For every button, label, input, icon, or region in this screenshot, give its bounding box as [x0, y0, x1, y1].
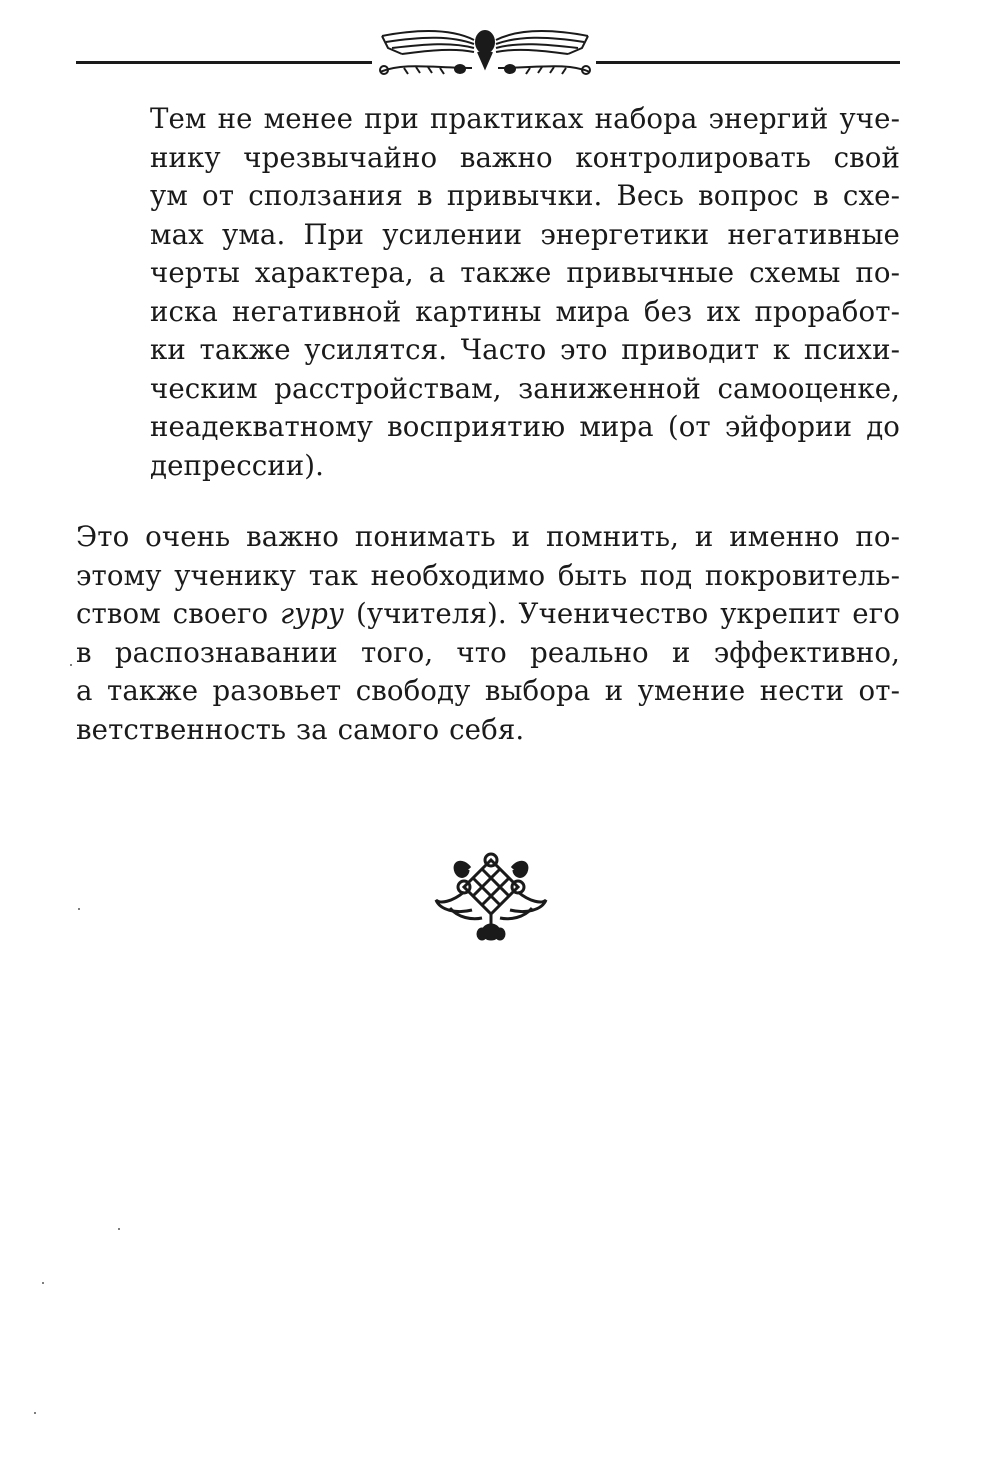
text-line: в распознавании того, что реально и эффективно, [76, 635, 900, 669]
header-rule-right [596, 61, 900, 64]
indented-paragraph [150, 100, 900, 485]
text-line: этому ученику так необходимо быть под покровитель- [76, 558, 900, 592]
scan-speck [42, 1282, 44, 1284]
text-line: черты характера, а также привычные схемы по- [150, 256, 900, 289]
main-paragraph [76, 518, 900, 749]
text-line: Тем не менее при практиках набора энергий уче- [150, 102, 900, 135]
text-line: а также разовьет свободу выбора и умение нести от- [76, 674, 900, 707]
header-rule-left [76, 61, 372, 64]
text-segment: ством своего [76, 597, 269, 630]
endless-knot-icon [432, 852, 550, 944]
winged-disk-icon [374, 22, 596, 82]
scan-speck [78, 908, 80, 910]
text-line: нику чрезвычайно важно контролировать свой [150, 140, 900, 174]
text-line: неадекватному восприятию мира (от эйфории до [150, 410, 900, 443]
italic-term: гуру [280, 597, 345, 630]
text-line: иска негативной картины мира без их проработ- [150, 294, 900, 328]
text-segment: (учителя). Ученичество укрепит его [356, 597, 900, 630]
text-line-with-italic [76, 595, 900, 634]
scan-speck [118, 1228, 120, 1230]
text-line: депрессии). [150, 448, 325, 482]
text-line: ум от сползания в привычки. Весь вопрос в схе- [150, 179, 900, 212]
text-line: ческим расстройствам, заниженной самооценке, [150, 371, 900, 405]
text-line: ветственность за самого себя. [76, 712, 525, 746]
scan-speck [70, 664, 72, 666]
text-line: мах ума. При усилении энергетики негативные [150, 217, 900, 251]
scan-speck [34, 1412, 36, 1414]
text-line: ки также усилятся. Часто это приводит к психи- [150, 333, 900, 366]
text-line: Это очень важно понимать и помнить, и именно по- [76, 520, 900, 553]
